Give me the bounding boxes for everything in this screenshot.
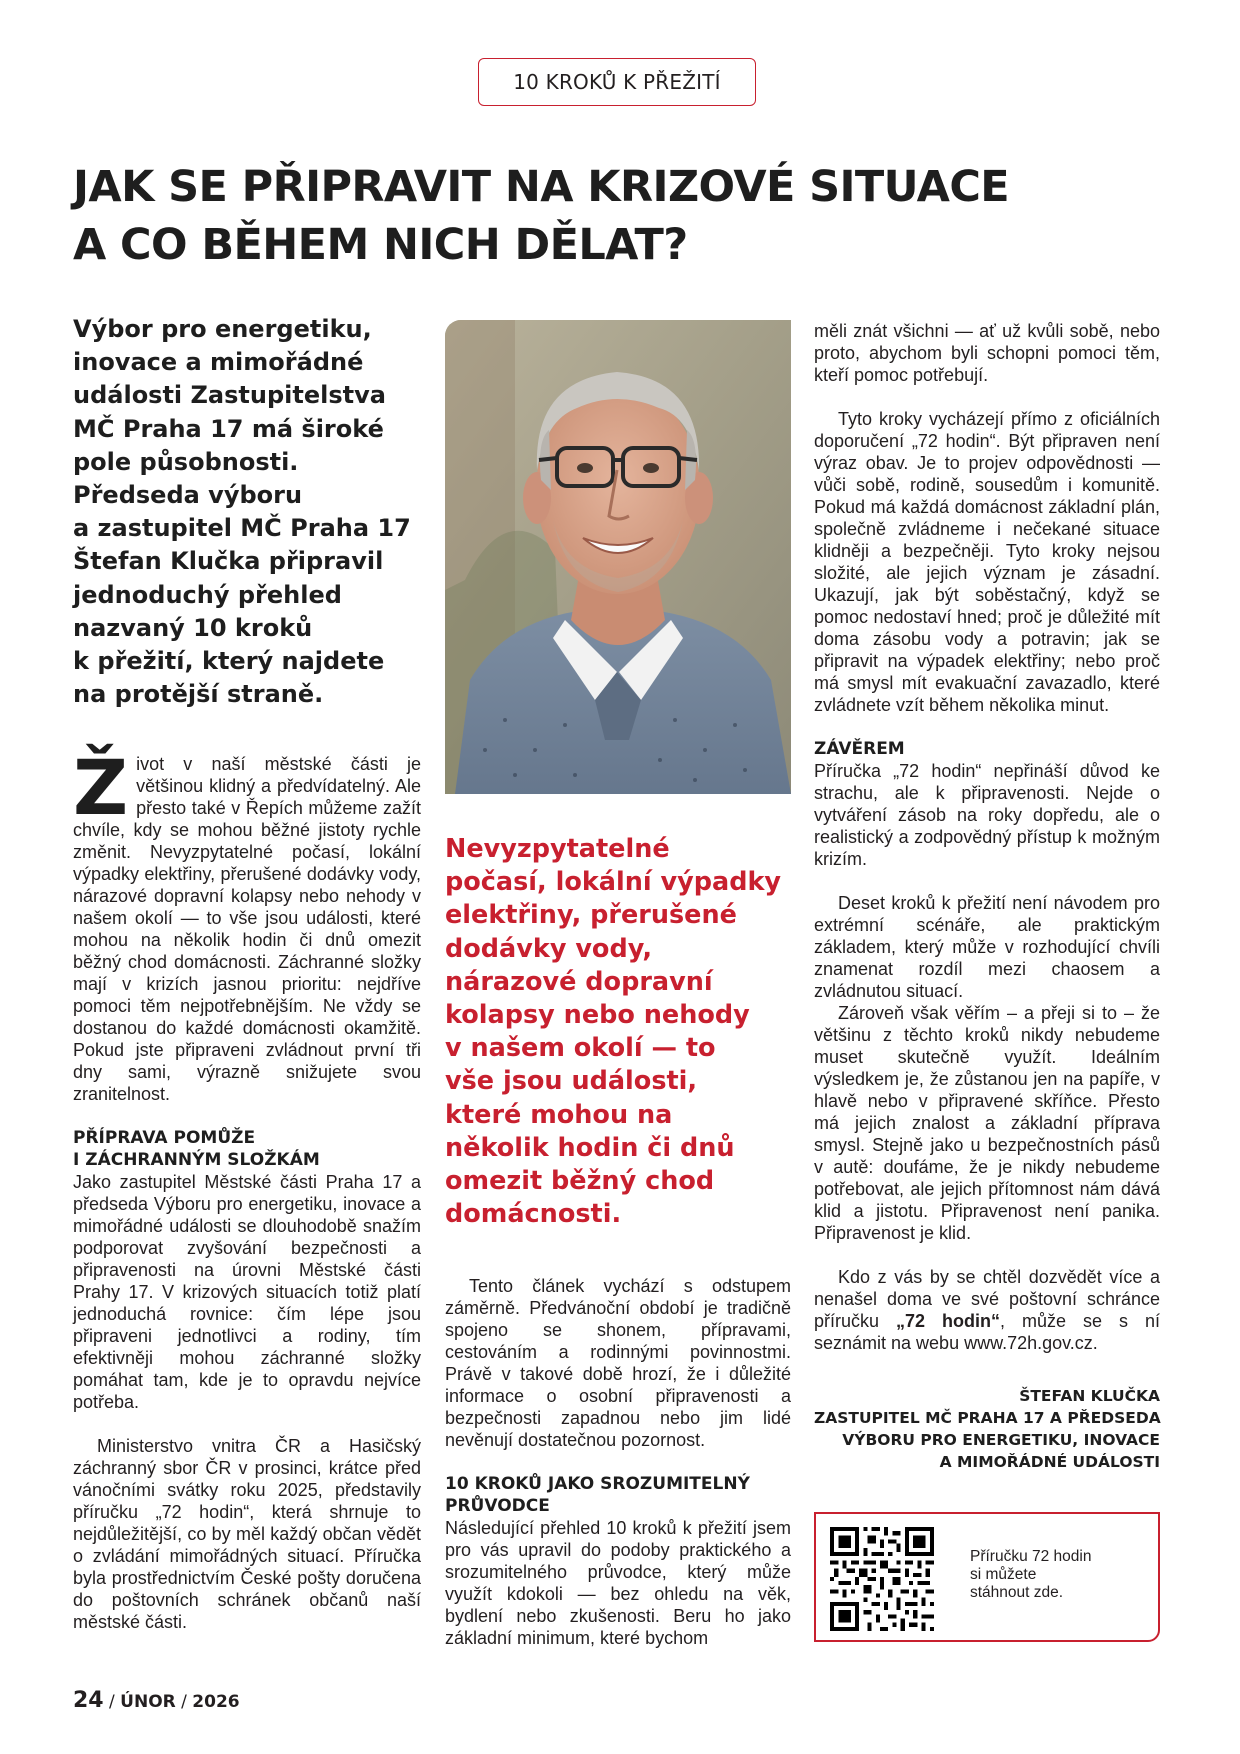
pull-quote-line: počasí, lokální výpadky: [445, 867, 782, 898]
section-heading-line: 10 KROKŮ JAKO SROZUMITELNÝ: [445, 1474, 750, 1494]
footer-separator: /: [109, 1692, 115, 1712]
body-paragraph: Tyto kroky vycházejí přímo z oficiálních doporučení „72 hodin“. Být připraven není výraz obav. Je to projev odpovědnosti — vůči sobě, rodině, sousedům i komunitě. Pokud má každá domácnost základní plán, společně zvládneme i nečekané situace klidněji a bezpečněji. Tyto kroky nejsou složité, ale jejich význam je zásadní. Ukazují, jak být soběstačný, když se pomoc nedostaví hned; proč je důležité mít doma zásobu vody a potravin; jak se připravit na výpadek elektřiny; nebo proč má smysl mít evakuační zavazadlo, které zvládnete vzít během několika minut.: [814, 409, 1160, 715]
body-paragraph: Příručka „72 hodin“ nepřináší důvod ke strachu, ale k připravenosti. Nejde o vytváření zásob na roky dopředu, ale o realistický a zodpovědný přístup k možným krizím.: [814, 761, 1160, 869]
lead-paragraph: [73, 313, 413, 711]
author-photo: [445, 320, 791, 794]
section-heading-line: PRŮVODCE: [445, 1496, 550, 1516]
qr-caption-line: si můžete: [970, 1566, 1037, 1583]
author-name: ŠTEFAN KLUČKA: [1019, 1387, 1160, 1405]
section-heading-line: PŘÍPRAVA POMŮŽE: [73, 1128, 256, 1148]
lead-line: Štefan Klučka připravil: [73, 547, 384, 576]
body-paragraph: Tento článek vychází s odstupem záměrně. Předvánoční období je tradičně spojeno se shonem, přípravami, cestováním a rodinnými povinnostmi. Právě v takové době hrozí, že i důležité informace o osobní připravenosti a bezpečnosti zapadnou nebo jim lidé nevěnují dostatečnou pozornost.: [445, 1276, 791, 1450]
issue-year: 2026: [192, 1692, 240, 1712]
handbook-title: „72 hodin“: [896, 1311, 1001, 1331]
author-signature: [814, 1385, 1160, 1473]
pull-quote-line: domácnosti.: [445, 1199, 622, 1230]
portrait-illustration: [445, 320, 791, 794]
lead-line: MČ Praha 17 má široké: [73, 414, 384, 443]
page-number: 24: [73, 1688, 104, 1713]
pull-quote-line: nárazové dopravní: [445, 966, 713, 997]
pull-quote-line: elektřiny, přerušené: [445, 900, 737, 931]
lead-line: Předseda výboru: [73, 481, 303, 510]
pull-quote-line: omezit běžný chod: [445, 1166, 715, 1197]
lead-line: Výbor pro energetiku,: [73, 315, 372, 343]
body-text: , může se s ní seznámit na webu www.72h.gov.cz.: [814, 1311, 1160, 1353]
lead-line: jednoduchý přehled: [73, 580, 342, 609]
pull-quote-line: kolapsy nebo nehody: [445, 1000, 750, 1031]
article-column-2: [445, 1275, 791, 1649]
section-heading: ZÁVĚREM: [814, 739, 905, 759]
lead-line: pole působnosti.: [73, 447, 299, 476]
drop-cap: Ž: [73, 743, 129, 832]
author-role-line: VÝBORU PRO ENERGETIKU, INOVACE: [842, 1431, 1160, 1449]
lead-line: nazvaný 10 kroků: [73, 613, 313, 642]
pull-quote-line: několik hodin či dnů: [445, 1132, 735, 1163]
body-paragraph: [814, 1266, 1160, 1354]
lead-line: a zastupitel MČ Praha 17: [73, 514, 411, 543]
lead-line: k přežití, který najdete: [73, 647, 385, 676]
qr-caption: [970, 1548, 1150, 1602]
lead-line: události Zastupitelstva: [73, 381, 386, 410]
body-paragraph: Zároveň však věřím – a přeji si to – že většinu z těchto kroků nikdy nebudeme muset skutečně využít. Ideálním výsledkem je, že zůstanou jen na papíře, v hlavě nebo v připravené skříňce. Přesto má jejich znalost a základní příprava smysl. Stejně jako u bezpečnostních pásů v autě: doufáme, že je nikdy nebudeme potřebovat, ale jejich přítomnost nám dává klid a jistotu. Připravenost není panika. Připravenost je klid.: [814, 1003, 1160, 1243]
page-footer: [73, 1688, 240, 1713]
lead-line: na protější straně.: [73, 680, 324, 709]
qr-caption-line: Příručku 72 hodin: [970, 1548, 1092, 1565]
pull-quote-line: dodávky vody,: [445, 933, 653, 964]
intro-paragraph: ivot v naší městské části je většinou klidný a předvídatelný. Ale přesto také v Řepích můžeme zažít chvíle, kdy se mohou běžné jistoty rychle změnit. Nevyzpytatelné počasí, lokální výpadky elektřiny, přerušené dodávky vody, nárazové dopravní kolapsy nebo nehody v našem okolí — to vše jsou události, které mohou na několik hodin či dnů omezit běžný chod domácnosti. Záchranné složky mají v krizích jasnou prioritu: nejdříve pomoci těm nejpotřebnějším. Ne vždy se dostanou do každé domácnosti okamžitě. Pokud jste připraveni zvládnout první tři dny sami, výrazně snižujete svou zranitelnost.: [73, 754, 421, 1104]
body-paragraph: Deset kroků k přežití není návodem pro extrémní scénáře, ale praktickým základem, který může v rozhodující chvíli znamenat rozdíl mezi chaosem a zvládnutou situací.: [814, 893, 1160, 1001]
pull-quote-line: které mohou na: [445, 1099, 673, 1130]
pull-quote-line: v našem okolí — to: [445, 1033, 716, 1064]
lead-line: inovace a mimořádné: [73, 348, 364, 377]
section-badge: 10 KROKŮ K PŘEŽITÍ: [478, 58, 756, 106]
qr-caption-line: stáhnout zde.: [970, 1584, 1064, 1601]
body-paragraph: měli znát všichni — ať už kvůli sobě, nebo proto, abychom byli schopni pomoci těm, kteří pomoc potřebují.: [814, 321, 1160, 385]
body-paragraph: Ministerstvo vnitra ČR a Hasičský záchranný sbor ČR v prosinci, krátce před vánočními svátky roku 2025, představily příručku „72 hodin“, která shrnuje to nejdůležitější, co by měl každý občan vědět o zvládání mimořádných situací. Příručka byla prostřednictvím České pošty doručena do poštovních schránek občanů naší městské části.: [73, 1436, 421, 1632]
article-column-3: [814, 320, 1160, 1354]
author-role-line: ZASTUPITEL MČ PRAHA 17 A PŘEDSEDA: [814, 1409, 1161, 1427]
headline-line: JAK SE PŘIPRAVIT NA KRIZOVÉ SITUACE: [73, 162, 1010, 212]
pull-quote: [445, 833, 785, 1231]
body-text: Kdo z vás by se chtěl dozvědět více a nenašel doma ve své poštovní schránce příručku: [814, 1267, 1160, 1331]
headline: [73, 158, 1173, 274]
article-column-1: [73, 743, 421, 1633]
body-paragraph: Jako zastupitel Městské části Praha 17 a předseda Výboru pro energetiku, inovace a mimořádné události se dlouhodobě snažím podporovat zvyšování bezpečnosti a připravenosti na úrovni Městské části Prahy 17. V krizových situacích totiž platí jednoduchá rovnice: čím lépe jsou připraveni jednotlivci a rodiny, tím efektivněji mohou záchranné složky pomáhat tam, kde je to opravdu nejvíce potřeba.: [73, 1172, 421, 1412]
body-paragraph: Následující přehled 10 kroků k přežití jsem pro vás upravil do podoby praktického a srozumitelného průvodce, který může využít kdokoli — bez ohledu na věk, bydlení nebo zkušenosti. Beru ho jako základní minimum, které bychom: [445, 1518, 791, 1648]
qr-code-icon[interactable]: [830, 1527, 934, 1631]
issue-month: ÚNOR: [120, 1692, 176, 1712]
footer-separator: /: [181, 1692, 187, 1712]
pull-quote-line: Nevyzpytatelné: [445, 834, 670, 864]
section-heading: [73, 1127, 421, 1171]
headline-line: A CO BĚHEM NICH DĚLAT?: [73, 220, 688, 270]
author-role-line: A MIMOŘÁDNÉ UDÁLOSTI: [939, 1453, 1160, 1471]
pull-quote-line: vše jsou události,: [445, 1066, 698, 1097]
section-heading-line: I ZÁCHRANNÝM SLOŽKÁM: [73, 1150, 320, 1170]
qr-download-box: [814, 1512, 1160, 1642]
section-heading: [445, 1473, 791, 1517]
